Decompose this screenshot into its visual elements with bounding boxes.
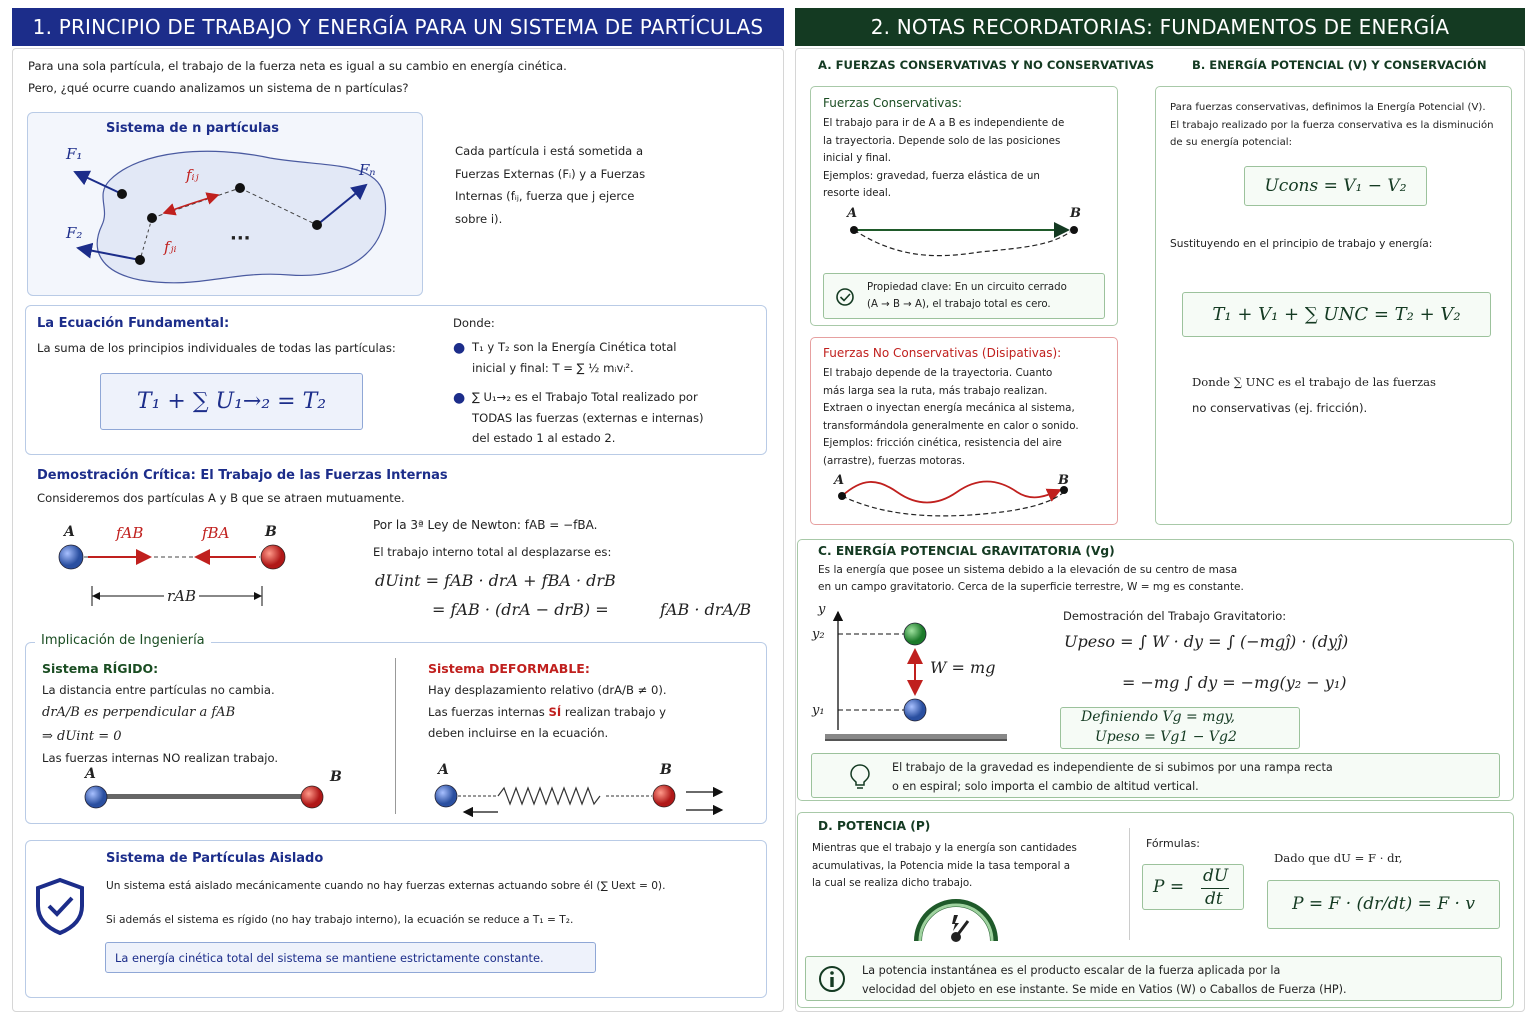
cons-title: Fuerzas Conservativas: (823, 96, 963, 110)
def-a: A (438, 762, 449, 778)
cons-property: Propiedad clave: En un circuito cerrado (A → B → A), el trabajo total es cero. (823, 273, 1105, 319)
grav-w: W = mg (930, 658, 996, 677)
cons-a: A (847, 206, 858, 221)
power-eq-2: P = F · (dr/dt) = F · v (1267, 880, 1500, 929)
intro-line-1: Para una sola partícula, el trabajo de la fuerza neta es igual a su cambio en energía cinética. (28, 59, 567, 73)
rigid-line-2: drA/B es perpendicular a fAB (42, 705, 236, 720)
demo-fba: fBA (202, 524, 230, 542)
b-title: B. ENERGÍA POTENCIAL (V) Y CONSERVACIÓN (1192, 58, 1487, 72)
power-divider (1129, 828, 1130, 940)
lightbulb-icon (848, 763, 872, 791)
aislado-line-2: Si además el sistema es rígido (no hay trabajo interno), la ecuación se reduce a T₁ = T₂. (106, 914, 574, 926)
cons-text: El trabajo para ir de A a B es independiente de la trayectoria. Depende solo de las posiciones inicial y final. Ejemplos: gravedad, fuerza elástica de un resorte ideal. (823, 117, 1065, 199)
intro-line-2: Pero, ¿qué ocurre cuando analizamos un sistema de n partículas? (28, 81, 409, 95)
power-info: La potencia instantánea es el producto escalar de la fuerza aplicada por la velocidad del objeto en ese instante. Se mide en Vatios (W) o Caballos de Fuerza (HP). (805, 956, 1502, 1001)
def-line-2: Las fuerzas internas SÍ realizan trabajo y (428, 705, 667, 719)
bullet-2: ● (453, 390, 466, 406)
aislado-highlight: La energía cinética total del sistema se mantiene estrictamente constante. (105, 942, 596, 973)
demo-b: B (265, 524, 277, 540)
label-fij: fᵢⱼ (186, 166, 199, 184)
rigid-diagram (80, 782, 330, 814)
label-f2: F₂ (66, 224, 83, 242)
def-line-3: deben incluirse en la ecuación. (428, 726, 609, 740)
grav-tip: El trabajo de la gravedad es independiente de si subimos por una rampa recta o en espiral; solo importa el cambio de altitud vertical. (811, 753, 1500, 798)
shield-icon (34, 876, 86, 936)
grav-eq-1: Upeso = ∫ W · dy = ∫ (−mgĵ) · (dyĵ) (1064, 632, 1349, 651)
trabajo-interno: El trabajo interno total al desplazarse es: (373, 545, 612, 559)
aislado-title: Sistema de Partículas Aislado (106, 851, 324, 866)
right-header: 2. NOTAS RECORDATORIAS: FUNDAMENTOS DE ENERGÍA (795, 8, 1525, 46)
demo-eq-2: = fAB · (drA − drB) = (432, 600, 609, 619)
grav-eq-2: = −mg ∫ dy = −mg(y₂ − y₁) (1122, 673, 1347, 692)
rigid-line-1: La distancia entre partículas no cambia. (42, 683, 275, 697)
power-eq-1: P = dU dt (1142, 864, 1244, 910)
grav-def-2: Upeso = Vg1 − Vg2 (1095, 729, 1237, 745)
info-icon (818, 965, 846, 993)
bullet-2-line-3: del estado 1 al estado 2. (472, 431, 616, 445)
check-circle-icon (835, 287, 855, 307)
def-b: B (660, 762, 672, 778)
demo-a: A (64, 524, 75, 540)
label-fji: fⱼᵢ (164, 238, 177, 256)
nocons-a: A (834, 473, 845, 488)
fundamental-desc: La suma de los principios individuales de todas las partículas: (37, 341, 396, 355)
demo-eq-3: fAB · drA/B (660, 600, 752, 619)
fundamental-equation: T₁ + ∑ U₁→₂ = T₂ (100, 373, 363, 430)
speedometer-icon (910, 893, 1002, 945)
def-title: Sistema DEFORMABLE: (428, 661, 590, 676)
grav-y2: y₂ (812, 627, 825, 642)
power-text: Mientras que el trabajo y la energía son cantidades acumulativas, la Potencia mide la tasa temporal a la cual se realiza dicho trabajo. (812, 842, 1077, 889)
rigid-a: A (85, 766, 96, 782)
pot-sust: Sustituyendo en el principio de trabajo y energía: (1170, 238, 1433, 250)
bullet-1: ● (453, 340, 466, 356)
label-dots: ··· (230, 228, 251, 249)
demo-fab: fAB (116, 524, 144, 542)
bullet-2-line-2: TODAS las fuerzas (externas e internas) (472, 411, 704, 425)
pot-donde-1: Donde ∑ UNC es el trabajo de las fuerzas (1192, 375, 1436, 389)
grav-def-box (1060, 707, 1300, 749)
pot-eq-2: T₁ + V₁ + ∑ UNC = T₂ + V₂ (1182, 292, 1491, 337)
demo-rab: rAB (164, 587, 199, 605)
ing-divider (395, 658, 396, 814)
grav-def-1: Definiendo Vg = mgy, (1081, 709, 1235, 725)
system-title: Sistema de n partículas (106, 121, 279, 136)
demo-eq-1: dUint = fAB · drA + fBA · drB (375, 571, 616, 590)
nocons-title: Fuerzas No Conservativas (Disipativas): (823, 346, 1062, 360)
a-title: A. FUERZAS CONSERVATIVAS Y NO CONSERVATIVAS (818, 58, 1155, 72)
ing-title: Implicación de Ingeniería (35, 633, 211, 648)
bullet-1-line-2: inicial y final: T = ∑ ½ mᵢvᵢ². (472, 361, 634, 375)
newton-law: Por la 3ª Ley de Newton: fAB = −fBA. (373, 518, 598, 532)
grav-line-2: en un campo gravitatorio. Cerca de la superficie terrestre, W = mg es constante. (818, 581, 1244, 593)
pot-eq-1: Ucons = V₁ − V₂ (1244, 166, 1427, 206)
rigid-line-3: ⇒ dUint = 0 (42, 729, 122, 744)
grav-y1: y₁ (812, 703, 825, 718)
cons-b: B (1070, 206, 1081, 221)
power-formulas-label: Fórmulas: (1146, 837, 1200, 850)
power-dado: Dado que dU = F · dr, (1274, 851, 1403, 865)
system-description: Cada partícula i está sometida a Fuerzas Externas (Fᵢ) y a Fuerzas Internas (fᵢⱼ, fuerza que j ejerce sobre i). (455, 144, 646, 226)
rigid-title: Sistema RÍGIDO: (42, 661, 159, 676)
nocons-diagram (832, 478, 1082, 520)
aislado-line-1: Un sistema está aislado mecánicamente cuando no hay fuerzas externas actuando sobre él (∑ Uext = 0). (106, 880, 666, 892)
rigid-b: B (330, 769, 342, 785)
fundamental-title: La Ecuación Fundamental: (37, 316, 230, 331)
def-line-1: Hay desplazamiento relativo (drA/B ≠ 0). (428, 683, 667, 697)
grav-y: y (818, 602, 826, 617)
demo-desc: Consideremos dos partículas A y B que se atraen mutuamente. (37, 491, 405, 505)
deformable-diagram (430, 778, 730, 818)
bullet-2-line-1: ∑ U₁→₂ es el Trabajo Total realizado por (472, 390, 698, 404)
demo-title: Demostración Crítica: El Trabajo de las Fuerzas Internas (37, 468, 448, 483)
rigid-line-4: Las fuerzas internas NO realizan trabajo. (42, 751, 279, 765)
grav-title: C. ENERGÍA POTENCIAL GRAVITATORIA (Vg) (818, 544, 1115, 558)
grav-demo-title: Demostración del Trabajo Gravitatorio: (1063, 609, 1287, 623)
donde-label: Donde: (453, 316, 495, 330)
cons-diagram (840, 218, 1090, 266)
label-fn: Fₙ (359, 161, 376, 179)
power-title: D. POTENCIA (P) (818, 819, 931, 833)
nocons-text: El trabajo depende de la trayectoria. Cuanto más larga sea la ruta, más trabajo realizan. Extraen o inyectan energía mecánica al sistema, transformándola generalmente en calor o sonido. Ejemplos: fricción cinética, resistencia del aire (arrastre), fuerzas motoras. (823, 367, 1079, 467)
nocons-b: B (1058, 473, 1069, 488)
pot-text: Para fuerzas conservativas, definimos la Energía Potencial (V). El trabajo realizado por la fuerza conservativa es la disminución de su energía potencial: (1170, 102, 1494, 148)
bullet-1-line-1: T₁ y T₂ son la Energía Cinética total (472, 340, 677, 354)
label-f1: F₁ (66, 145, 83, 163)
pot-donde-2: no conservativas (ej. fricción). (1192, 401, 1368, 415)
left-header: 1. PRINCIPIO DE TRABAJO Y ENERGÍA PARA UN SISTEMA DE PARTÍCULAS (12, 8, 784, 46)
grav-line-1: Es la energía que posee un sistema debido a la elevación de su centro de masa (818, 564, 1238, 576)
